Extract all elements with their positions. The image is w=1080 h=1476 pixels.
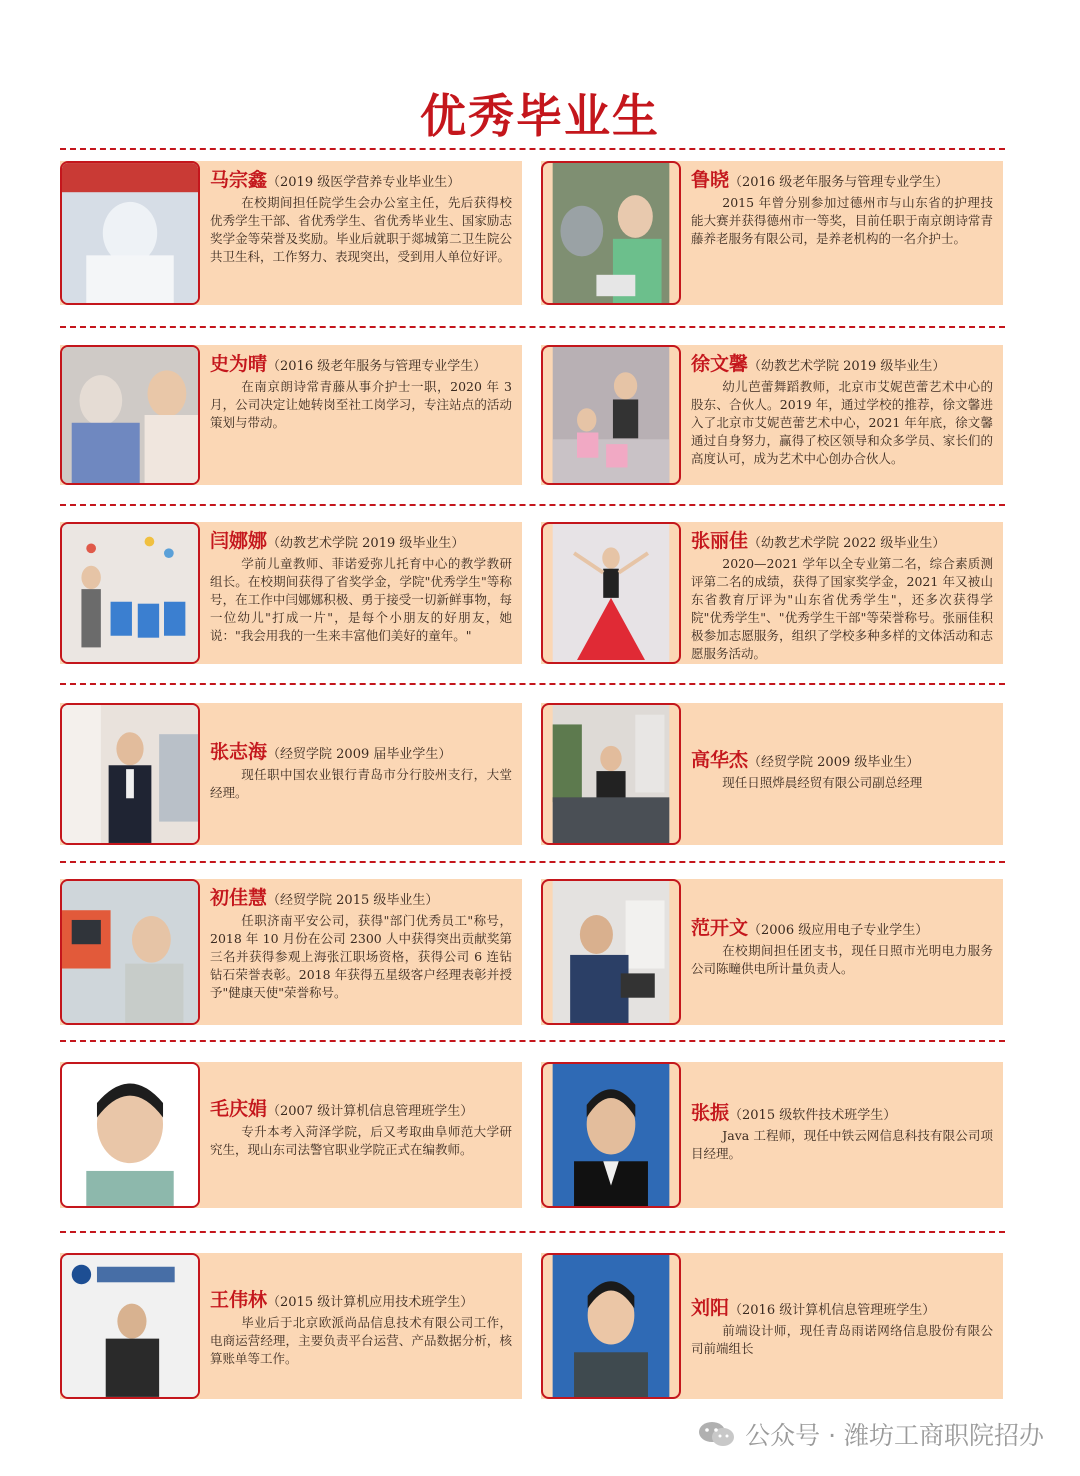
graduate-name: 刘阳 — [691, 1297, 730, 1319]
graduate-desc: 2020—2021 学年以全专业第二名，综合素质测评第二名的成绩，获得了国家奖学金，2021 年又被山东省教育厅评为"山东省优秀学生"，还多次获得学院"优秀学生"、"优秀学生干部"等荣誉称号。张丽佳积极参加志愿服务，组织了学校多种多样的文体活动和志愿服务活动。 — [691, 556, 993, 661]
graduate-card — [60, 345, 522, 485]
graduate-desc: 2015 年曾分别参加过德州市与山东省的护理技能大赛并获得德州市一等奖，目前任职于南京朗诗常青藤养老服务有限公司，是养老机构的一名介护士。 — [691, 195, 993, 246]
divider — [60, 148, 1005, 150]
graduate-role: （2007 级计算机信息管理班学生） — [267, 1104, 474, 1119]
graduate-desc: 幼儿芭蕾舞蹈教师，北京市艾妮芭蕾艺术中心的股东、合伙人。2019 年，通过学校的推荐，徐文馨进入了北京市艾妮芭蕾艺术中心，2021 年年底，徐文馨通过自身努力，赢得了校区领导和众多学员、家长们的高度认可，成为艺术中心创办合伙人。 — [691, 379, 993, 466]
graduate-photo — [541, 345, 681, 485]
graduate-photo — [60, 1253, 200, 1399]
graduate-card — [60, 161, 522, 305]
graduate-photo — [60, 1062, 200, 1208]
graduate-photo — [541, 879, 681, 1025]
graduate-name: 毛庆娟 — [210, 1098, 268, 1120]
graduate-card — [541, 1253, 1003, 1399]
graduate-role: （2015 级软件技术班学生） — [729, 1108, 897, 1123]
graduate-photo — [541, 522, 681, 664]
page-title: 优秀毕业生 — [420, 89, 660, 143]
graduate-role: （2006 级应用电子专业学生） — [748, 923, 929, 938]
graduate-photo — [60, 161, 200, 305]
graduate-desc: 前端设计师，现任青岛雨诺网络信息股份有限公司前端组长 — [691, 1323, 993, 1356]
graduate-name: 张振 — [691, 1102, 730, 1124]
graduate-desc: 任职济南平安公司，获得"部门优秀员工"称号，2018 年 10 月份在公司 2300 人中获得突出贡献奖第三名并获得参观上海张江职场资格，获得公司 6 连钻钻石荣誉表彰。2018 年获得五星级客户经理表彰并授予"健康天使"荣誉称号。 — [210, 913, 512, 1000]
graduate-desc: 在南京朗诗常青藤从事介护士一职，2020 年 3 月，公司决定让她转岗至社工岗学习，专注站点的活动策划与带动。 — [210, 379, 512, 430]
divider — [60, 1231, 1005, 1233]
graduate-role: （2015 级计算机应用技术班学生） — [267, 1295, 474, 1310]
graduate-card — [60, 1253, 522, 1399]
graduate-name: 徐文馨 — [691, 353, 749, 375]
graduate-name: 王伟林 — [210, 1289, 268, 1311]
graduate-card — [541, 522, 1003, 664]
graduate-photo — [60, 879, 200, 1025]
graduate-photo — [60, 703, 200, 845]
graduate-card — [541, 879, 1003, 1025]
wechat-icon — [697, 1419, 737, 1449]
graduate-photo — [60, 522, 200, 664]
graduate-card — [541, 161, 1003, 305]
graduate-name: 鲁晓 — [691, 169, 730, 191]
graduate-role: （幼教艺术学院 2019 级毕业生） — [748, 359, 946, 374]
graduate-desc: 在校期间担任院学生会办公室主任，先后获得校优秀学生干部、省优秀学生、省优秀毕业生、国家励志奖学金等荣誉及奖励。毕业后就职于郯城第二卫生院公共卫生科，工作努力、表现突出，受到用人单位好评。 — [210, 195, 512, 264]
footer — [697, 1416, 1044, 1452]
graduate-desc: 学前儿童教师、菲诺爱弥儿托育中心的教学教研组长。在校期间获得了省奖学金，学院"优秀学生"等称号，在工作中闫娜娜积极、勇于接受一切新鲜事物，每一位幼儿"打成一片"，是每个小朋友的好朋友，她说："我会用我的一生来丰富他们美好的童年。" — [210, 556, 512, 643]
graduate-photo — [541, 161, 681, 305]
divider — [60, 326, 1005, 328]
divider — [60, 861, 1005, 863]
graduate-desc: 现任日照烨晨经贸有限公司副总经理 — [722, 775, 923, 790]
graduate-card — [541, 703, 1003, 845]
footer-text: 公众号 · 潍坊工商职院招办 — [745, 1421, 1044, 1450]
graduate-card — [541, 1062, 1003, 1208]
graduate-name: 马宗鑫 — [210, 169, 268, 191]
graduate-role: （2016 级计算机信息管理班学生） — [729, 1303, 936, 1318]
graduate-role: （经贸学院 2009 级毕业生） — [748, 755, 920, 770]
graduate-photo — [60, 345, 200, 485]
graduate-photo — [541, 1062, 681, 1208]
divider — [60, 1040, 1005, 1042]
divider — [60, 504, 1005, 506]
graduate-desc: 毕业后于北京欧派尚品信息技术有限公司工作，电商运营经理，主要负责平台运营、产品数据分析，核算账单等工作。 — [210, 1315, 512, 1366]
graduate-role: （2016 级老年服务与管理专业学生） — [267, 359, 487, 374]
graduate-desc: 在校期间担任团支书，现任日照市光明电力服务公司陈疃供电所计量负责人。 — [691, 943, 993, 976]
graduate-desc: 专升本考入菏泽学院，后又考取曲阜师范大学研究生，现山东司法警官职业学院正式在编教师。 — [210, 1124, 512, 1157]
graduate-card — [60, 879, 522, 1025]
graduate-card — [60, 522, 522, 664]
graduate-name: 高华杰 — [691, 749, 749, 771]
graduate-name: 闫娜娜 — [210, 530, 268, 552]
graduate-name: 初佳慧 — [210, 887, 268, 909]
graduate-card — [60, 703, 522, 845]
graduate-card — [541, 345, 1003, 485]
graduate-photo — [541, 703, 681, 845]
graduate-name: 范开文 — [691, 917, 749, 939]
graduate-role: （幼教艺术学院 2019 级毕业生） — [267, 536, 465, 551]
graduate-name: 史为晴 — [210, 353, 268, 375]
graduate-role: （2016 级老年服务与管理专业学生） — [729, 175, 949, 190]
graduate-role: （2019 级医学营养专业毕业生） — [267, 175, 461, 190]
graduate-role: （幼教艺术学院 2022 级毕业生） — [748, 536, 946, 551]
graduate-name: 张丽佳 — [691, 530, 749, 552]
graduate-desc: Java 工程师，现任中铁云网信息科技有限公司项目经理。 — [691, 1128, 993, 1161]
graduate-name: 张志海 — [210, 741, 268, 763]
graduate-role: （经贸学院 2015 级毕业生） — [267, 893, 439, 908]
divider — [60, 683, 1005, 685]
graduate-role: （经贸学院 2009 届毕业学生） — [267, 747, 452, 762]
graduate-desc: 现任职中国农业银行青岛市分行胶州支行，大堂经理。 — [210, 767, 512, 800]
graduate-card — [60, 1062, 522, 1208]
graduate-photo — [541, 1253, 681, 1399]
